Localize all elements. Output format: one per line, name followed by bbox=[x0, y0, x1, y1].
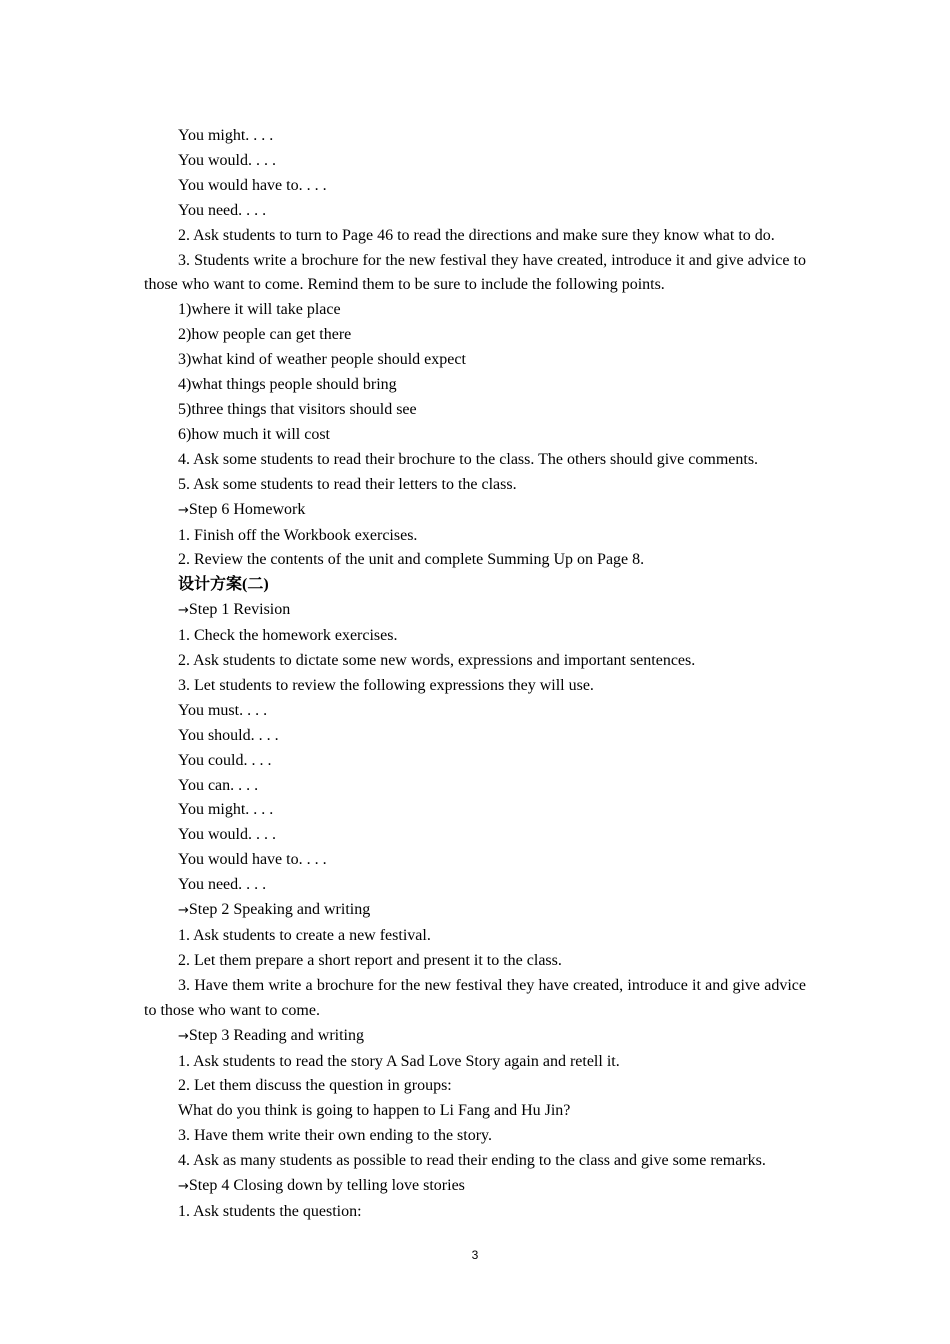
instruction-item: 2. Ask students to turn to Page 46 to read the directions and make sure they know what to do. bbox=[178, 226, 775, 244]
instruction-item: 1. Finish off the Workbook exercises. bbox=[178, 526, 418, 544]
instruction-item: 1. Ask students to create a new festival. bbox=[178, 927, 431, 944]
instruction-item: 2. Review the contents of the unit and complete Summing Up on Page 8. bbox=[178, 551, 645, 569]
step-heading bbox=[144, 1024, 806, 1050]
expression-line: You must. . . . bbox=[178, 701, 268, 719]
instruction-item: 1. Ask students the question: bbox=[178, 1202, 362, 1220]
arrow-icon: → bbox=[178, 603, 189, 619]
arrow-icon: → bbox=[178, 903, 189, 919]
step-heading bbox=[144, 1174, 806, 1200]
instruction-paragraph: 3. Students write a brochure for the new festival they have created, introduce it and give advice to those who want to come. Remind them to be sure to include the following points. bbox=[144, 251, 806, 294]
point-item: 1)where it will take place bbox=[178, 301, 341, 319]
point-item: 2)how people can get there bbox=[178, 326, 352, 344]
page-number: 3 bbox=[471, 1248, 479, 1262]
expression-line: You would. . . . bbox=[178, 826, 276, 844]
instruction-paragraph: 3. Have them write a brochure for the new festival they have created, introduce it and give advice to those who want to come. bbox=[144, 976, 806, 1019]
instruction-item: 1. Ask students to read the story A Sad Love Story again and retell it. bbox=[178, 1052, 620, 1070]
instruction-item: 2. Ask students to dictate some new words, expressions and important sentences. bbox=[178, 652, 696, 670]
expression-line: You need. . . . bbox=[178, 201, 267, 219]
point-item: 6)how much it will cost bbox=[178, 425, 330, 443]
instruction-item: 2. Let them discuss the question in groups: bbox=[178, 1077, 452, 1095]
expression-line: You might. . . . bbox=[178, 127, 274, 144]
step-heading-label: Step 2 Speaking and writing bbox=[188, 901, 371, 919]
instruction-item: 5. Ask some students to read their letters to the class. bbox=[178, 475, 517, 493]
step-heading bbox=[144, 898, 806, 924]
document-body bbox=[144, 124, 806, 1225]
expression-line: You would have to. . . . bbox=[178, 176, 327, 194]
step-heading-label: Step 6 Homework bbox=[188, 500, 306, 518]
expression-line: You should. . . . bbox=[178, 726, 279, 744]
step-heading-label: Step 1 Revision bbox=[188, 601, 291, 619]
expression-line: You need. . . . bbox=[178, 876, 267, 894]
expression-line: You might. . . . bbox=[178, 801, 274, 819]
arrow-icon: → bbox=[178, 1028, 189, 1044]
instruction-item: 4. Ask as many students as possible to read their ending to the class and give some remarks. bbox=[178, 1152, 766, 1170]
step-heading bbox=[144, 598, 806, 624]
expression-line: You can. . . . bbox=[178, 776, 259, 794]
instruction-item: 1. Check the homework exercises. bbox=[178, 627, 398, 645]
step-heading bbox=[144, 498, 806, 524]
step-heading-label: Step 3 Reading and writing bbox=[188, 1026, 364, 1044]
instruction-item: 3. Let students to review the following expressions they will use. bbox=[178, 676, 594, 694]
section-heading: 设计方案(二) bbox=[178, 576, 269, 594]
instruction-item: 2. Let them prepare a short report and present it to the class. bbox=[178, 951, 562, 969]
instruction-item: 3. Have them write their own ending to the story. bbox=[178, 1127, 492, 1145]
point-item: 5)three things that visitors should see bbox=[178, 400, 417, 418]
arrow-icon: → bbox=[178, 1179, 189, 1195]
question-line: What do you think is going to happen to Li Fang and Hu Jin? bbox=[178, 1102, 571, 1120]
expression-line: You would have to. . . . bbox=[178, 851, 327, 869]
point-item: 3)what kind of weather people should expect bbox=[178, 351, 466, 369]
expression-line: You would. . . . bbox=[178, 151, 276, 169]
arrow-icon: → bbox=[178, 502, 189, 518]
instruction-item: 4. Ask some students to read their brochure to the class. The others should give comments. bbox=[178, 450, 759, 468]
point-item: 4)what things people should bring bbox=[178, 376, 397, 394]
step-heading-label: Step 4 Closing down by telling love stories bbox=[188, 1177, 465, 1195]
expression-line: You could. . . . bbox=[178, 751, 272, 769]
